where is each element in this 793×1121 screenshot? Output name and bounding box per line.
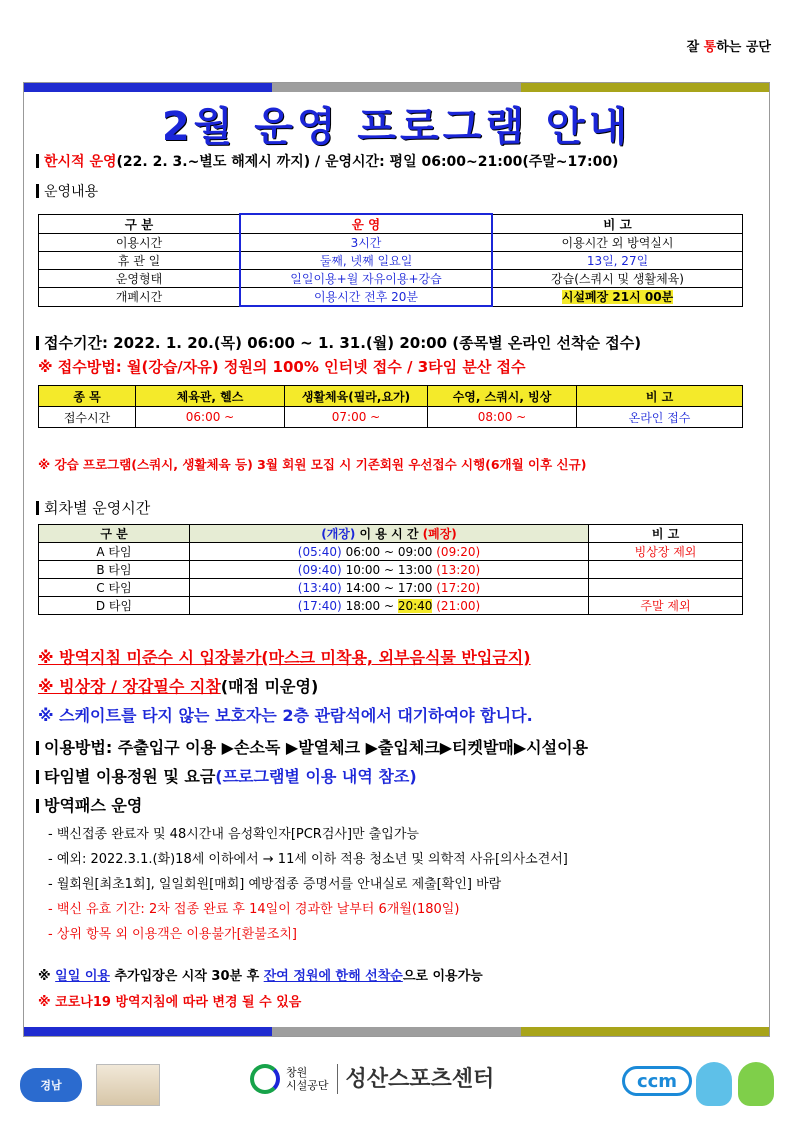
pass-item: - 백신 유효 기간: 2차 접종 완료 후 14일이 경과한 날부터 6개월(180일) — [48, 902, 460, 917]
section-sessions: 회차별 운영시간 — [36, 497, 150, 518]
notice-guardian: ※ 스케이트를 타지 않는 보호자는 2층 관람석에서 대기하여야 합니다. — [38, 706, 533, 725]
center-name: 성산스포츠센터 — [345, 1066, 495, 1092]
pass-item: - 월회원[최초1회], 일일회원[매회] 예방접종 증명서를 안내실로 제출[확인] 바람 — [48, 877, 502, 892]
ccm-logo: ccm — [622, 1066, 692, 1096]
footer — [0, 1062, 793, 1112]
pass-item: - 예외: 2022.3.1.(화)18세 이하에서 → 11세 이하 적용 청소년 및 의학적 사유[의사소견서] — [48, 852, 568, 867]
notice-frame — [23, 82, 770, 1037]
daily-use-note: ※ 일일 이용 추가입장은 시작 30분 후 잔여 정원에 한해 선착순으로 이용가능 — [38, 969, 483, 984]
lesson-note: ※ 강습 프로그램(스쿼시, 생활체육 등) 3월 회원 모집 시 기존회원 우선접수 시행(6개월 이후 신규) — [38, 457, 587, 472]
registration-period: 접수기간: 2022. 1. 20.(목) 06:00 ~ 1. 31.(월) 20:00 (종목별 온라인 선착순 접수) — [36, 332, 641, 353]
bottom-color-bar — [24, 1027, 769, 1036]
page-title: 2월 운영 프로그램 안내 — [161, 104, 632, 150]
session-table: 구 분 (개장) 이 용 시 간 (폐장) 비 고 A 타임 (05:40) 06:00 ~ 09:00 (09:20) 빙상장 제외 B 타임 (09:40) 10:00 ~ 13:00 (13:20) C 타임 (13:40) 14:00 ~ 17:00 (17:20) D 타임 (17:40) 18:00 ~ 20:40 (21:00) 주말 제외 — [38, 524, 743, 615]
section-content: 운영내용 — [36, 181, 98, 201]
usage-method: 이용방법: 주출입구 이용 ▶손소독 ▶발열체크 ▶출입체크▶티켓발매▶시설이용 — [36, 735, 588, 758]
notice-ice-rink: ※ 빙상장 / 장갑필수 지참(매점 미운영) — [38, 677, 319, 696]
covid-change-note: ※ 코로나19 방역지침에 따라 변경 될 수 있음 — [38, 995, 302, 1010]
slogan: 잘 통하는 공단 — [686, 40, 771, 55]
fee-info: 타임별 이용정원 및 요금(프로그램별 이용 내역 참조) — [36, 764, 417, 787]
pass-item: - 상위 항목 외 이용객은 이용불가[환불조치] — [48, 927, 297, 942]
notice-quarantine: ※ 방역지침 미준수 시 입장불가(마스크 미착용, 외부음식물 반입금지) — [38, 648, 531, 667]
mascot-icon — [696, 1062, 732, 1106]
gyeongnam-logo: 경남 — [20, 1068, 82, 1102]
operation-table: 구 분 운 영 비 고 이용시간 3시간 이용시간 외 방역실시 휴 관 일 둘째, 넷째 일요일 13일, 27일 운영형태 일일이용+월 자유이용+강습 강습(스쿼시 및 생활체육) 개폐시간 이용시간 전후 20분 시설폐장 21시 00분 — [38, 213, 743, 307]
closing-time: 시설폐장 21시 00분 — [561, 290, 674, 305]
changwon-facility-logo: 창원 시설공단 성산스포츠센터 — [250, 1064, 494, 1094]
mascot-icon — [738, 1062, 774, 1106]
top-color-bar — [24, 83, 769, 92]
region-emblem — [96, 1064, 160, 1106]
pass-title: 방역패스 운영 — [36, 793, 142, 816]
changwon-mark-icon — [250, 1064, 280, 1094]
registration-table: 종 목 체육관, 헬스 생활체육(필라,요가) 수영, 스쿼시, 빙상 비 고 접수시간 06:00 ~ 07:00 ~ 08:00 ~ 온라인 접수 — [38, 385, 743, 428]
pass-item: - 백신접종 완료자 및 48시간내 음성확인자[PCR검사]만 출입가능 — [48, 827, 419, 842]
temp-operation: 한시적 운영(22. 2. 3.~별도 해제시 까지) / 운영시간: 평일 06:00~21:00(주말~17:00) — [36, 151, 618, 171]
registration-method: ※ 접수방법: 월(강습/자유) 정원의 100% 인터넷 접수 / 3타임 분산 접수 — [38, 358, 526, 376]
